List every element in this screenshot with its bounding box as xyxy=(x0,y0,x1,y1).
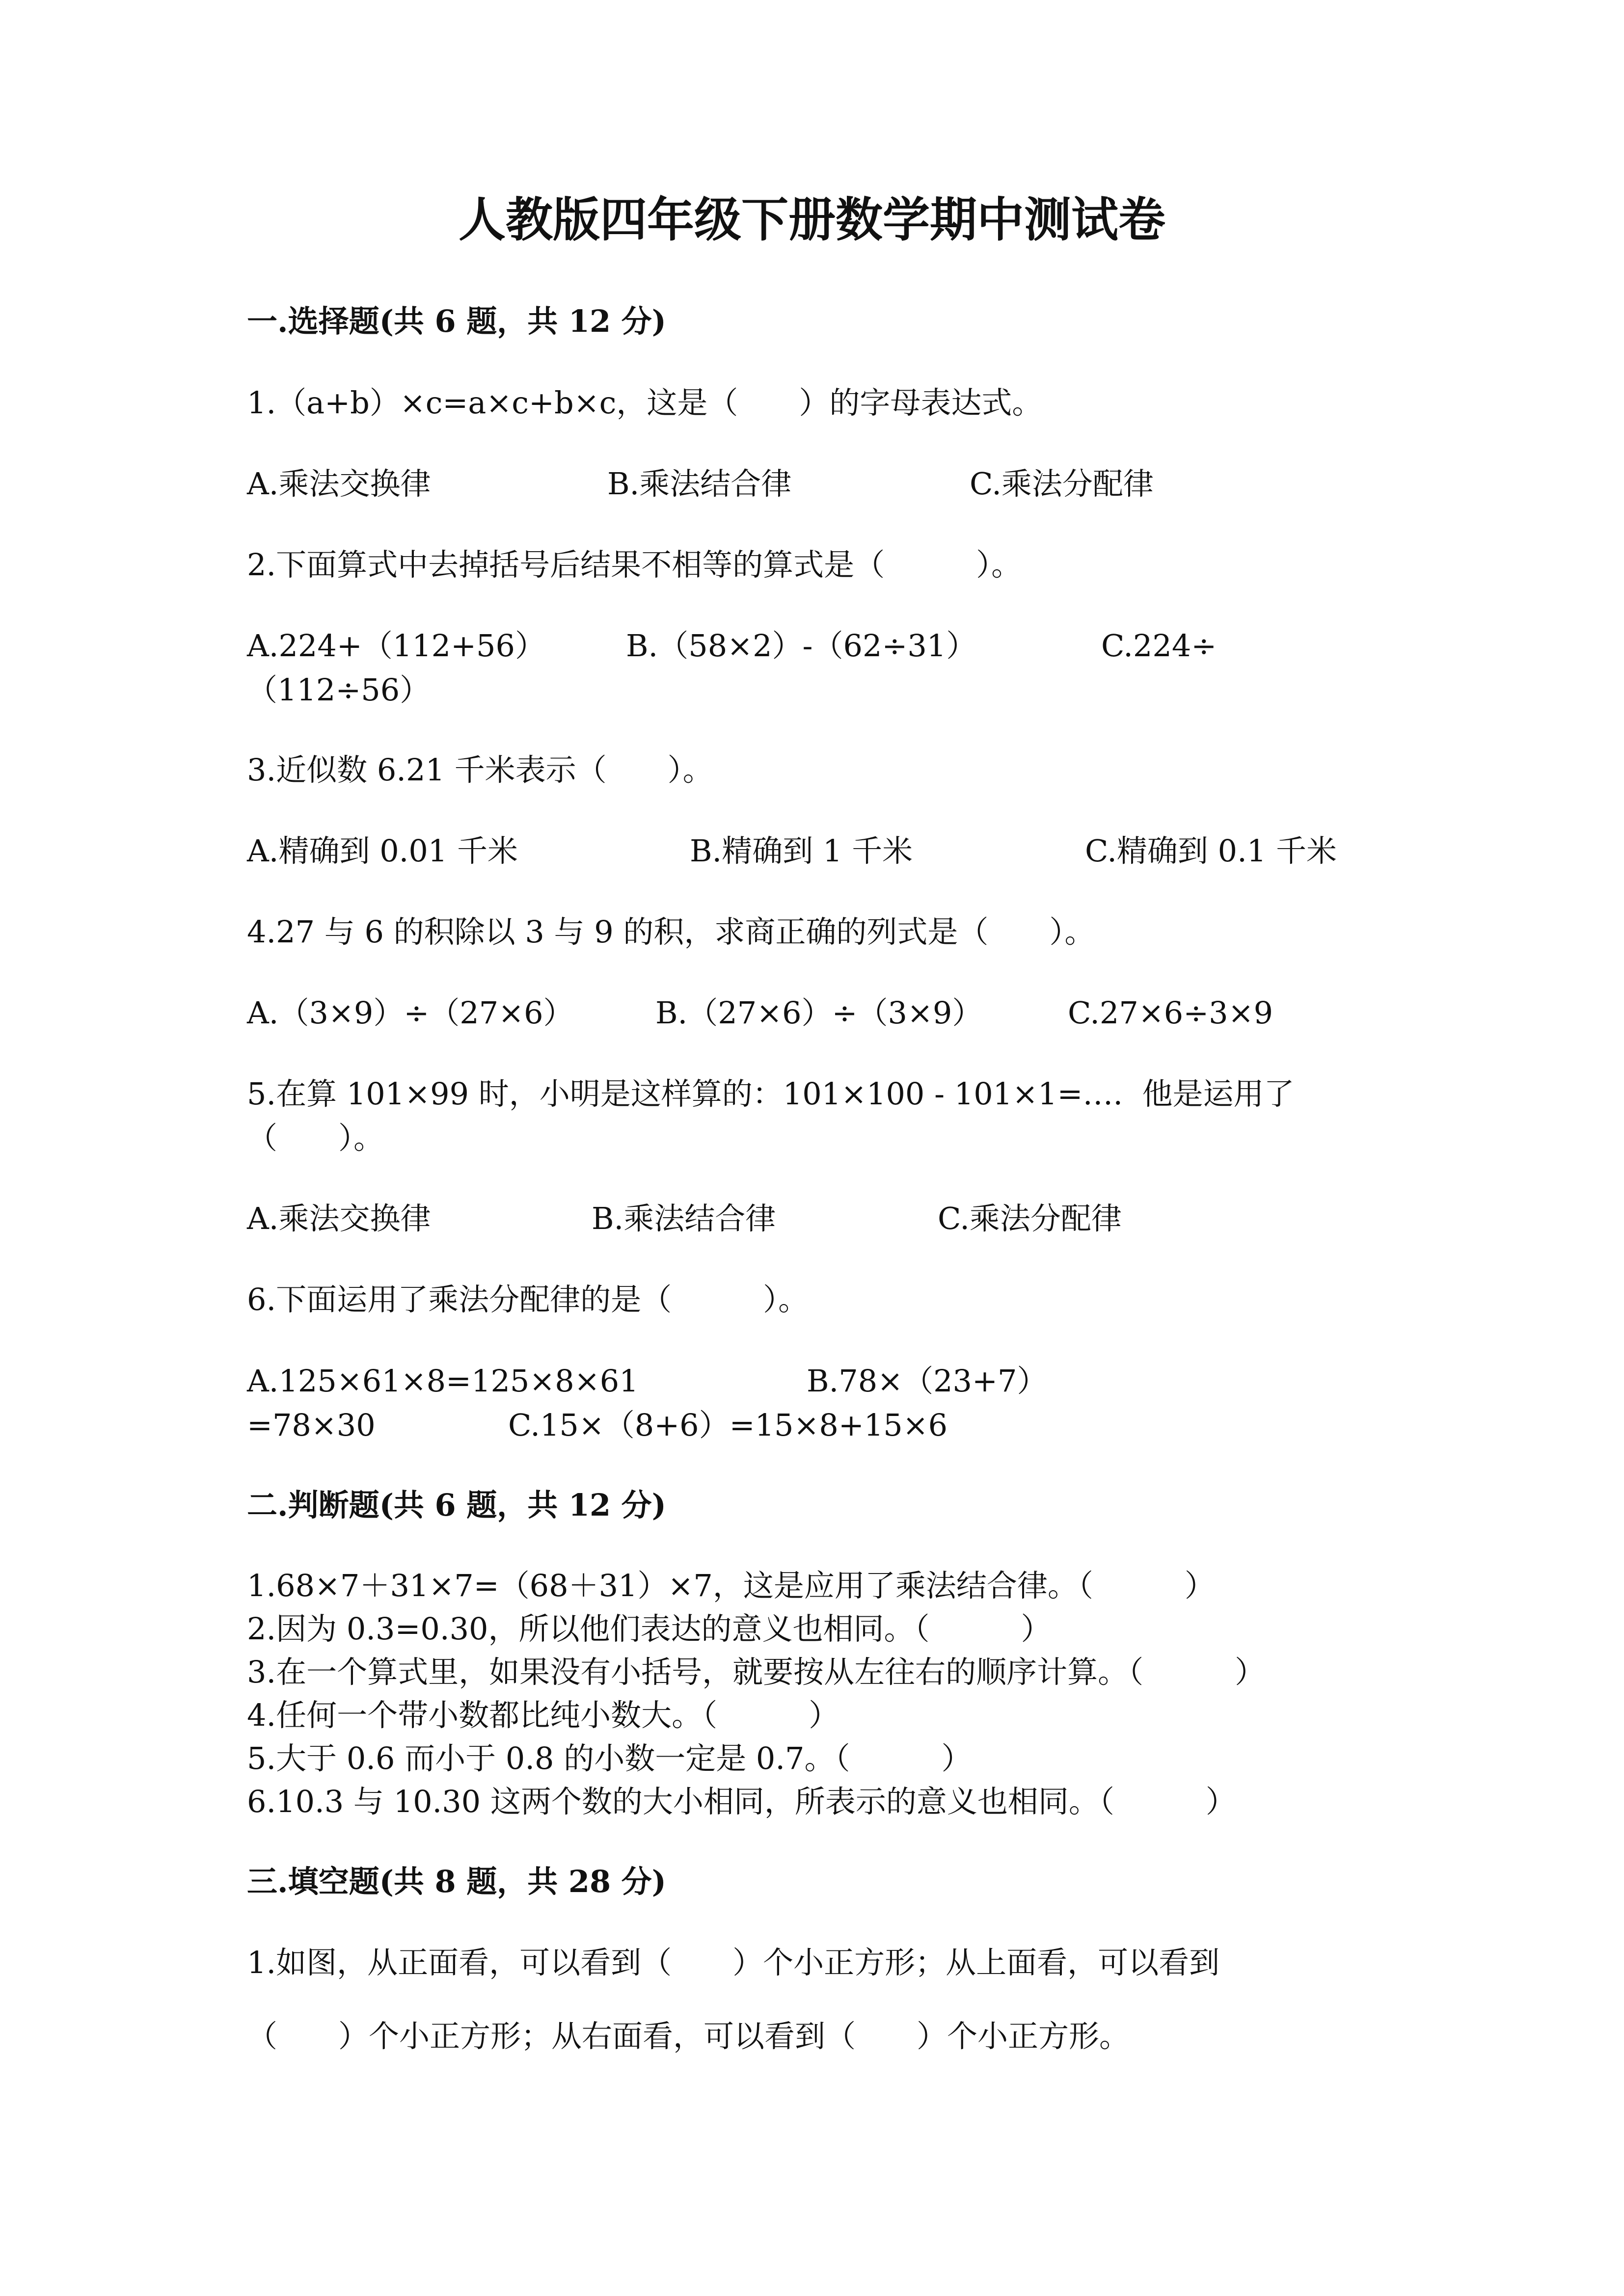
option-a: A.125×61×8=125×8×61 xyxy=(247,1363,639,1399)
option-a: A.乘法交换律 xyxy=(247,1201,431,1236)
question-stem: 3.近似数 6.21 千米表示（ ）。 xyxy=(247,752,713,788)
option-c: C.15×（8+6）=15×8+15×6 xyxy=(508,1407,948,1443)
section-heading-judgement: 二.判断题(共 6 题，共 12 分) xyxy=(247,1487,667,1523)
option-c: C.乘法分配律 xyxy=(938,1201,1122,1236)
page-title: 人教版四年级下册数学期中测试卷 xyxy=(459,192,1165,247)
question-stem: 1.（a+b）×c=a×c+b×c，这是（ ）的字母表达式。 xyxy=(247,385,1043,421)
option-b: B.（58×2）-（62÷31） xyxy=(626,628,977,664)
list-item: 1.68×7＋31×7=（68＋31）×7，这是应用了乘法结合律。（ ） xyxy=(247,1568,1215,1603)
option-c: C.224÷ xyxy=(1101,628,1217,664)
option-b: B.精确到 1 千米 xyxy=(690,833,913,869)
option-c: C.27×6÷3×9 xyxy=(1068,995,1273,1031)
section-heading-fill-in: 三.填空题(共 8 题，共 28 分) xyxy=(247,1864,667,1899)
list-item: 3.在一个算式里，如果没有小括号，就要按从左往右的顺序计算。（ ） xyxy=(247,1654,1266,1690)
option-a: A.224+（112+56） xyxy=(247,628,545,664)
question-stem: 6.下面运用了乘法分配律的是（ ）。 xyxy=(247,1281,809,1317)
list-item: 2.因为 0.3=0.30，所以他们表达的意义也相同。（ ） xyxy=(247,1611,1052,1647)
option-b: B.乘法结合律 xyxy=(592,1201,776,1236)
option-a: A.乘法交换律 xyxy=(247,466,431,502)
question-stem: 5.在算 101×99 时，小明是这样算的：101×100 - 101×1=…. 他是运用了 xyxy=(247,1076,1295,1112)
option-a: A.（3×9）÷（27×6） xyxy=(247,995,574,1031)
question-stem: 4.27 与 6 的积除以 3 与 9 的积，求商正确的列式是（ ）。 xyxy=(247,914,1095,950)
list-item: 6.10.3 与 10.30 这两个数的大小相同，所表示的意义也相同。（ ） xyxy=(247,1784,1236,1819)
list-item: 5.大于 0.6 而小于 0.8 的小数一定是 0.7。（ ） xyxy=(247,1740,972,1776)
list-item: 4.任何一个带小数都比纯小数大。（ ） xyxy=(247,1697,839,1733)
option-b: B.乘法结合律 xyxy=(607,466,792,502)
option-c: C.精确到 0.1 千米 xyxy=(1085,833,1337,869)
option-c-continuation: （112÷56） xyxy=(247,672,431,708)
question-stem: 2.下面算式中去掉括号后结果不相等的算式是（ ）。 xyxy=(247,547,1022,583)
option-a: A.精确到 0.01 千米 xyxy=(247,833,518,869)
question-stem-continuation: （ ）。 xyxy=(247,1120,384,1156)
option-b: B.78×（23+7） xyxy=(807,1363,1048,1399)
question-stem-continuation: （ ）个小正方形；从右面看，可以看到（ ）个小正方形。 xyxy=(247,2018,1130,2054)
option-b-continuation: =78×30 xyxy=(247,1407,376,1443)
option-c: C.乘法分配律 xyxy=(970,466,1154,502)
option-b: B.（27×6）÷（3×9） xyxy=(655,995,983,1031)
section-heading-choice: 一.选择题(共 6 题，共 12 分) xyxy=(247,303,667,339)
question-stem: 1.如图，从正面看，可以看到（ ）个小正方形；从上面看，可以看到 xyxy=(247,1945,1220,1980)
